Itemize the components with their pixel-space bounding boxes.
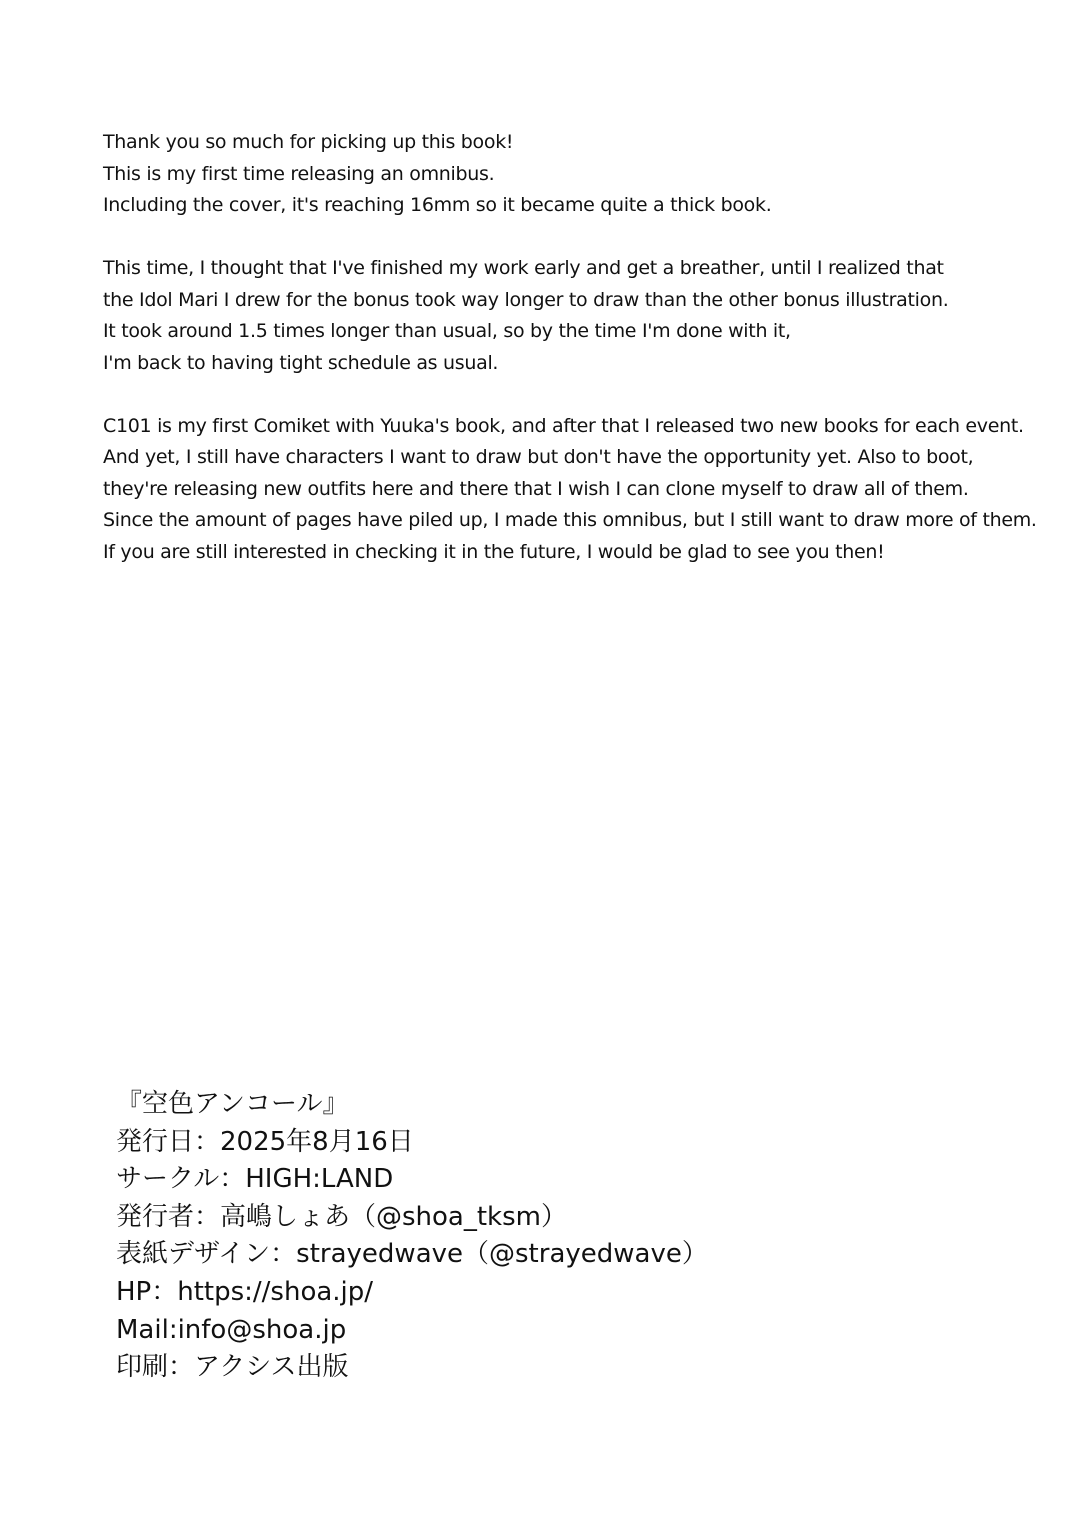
afterword-line: If you are still interested in checking it in the future, I would be glad to see you then!: [103, 540, 885, 563]
afterword-paragraph-1: [103, 127, 1003, 222]
afterword-line: Thank you so much for picking up this book!: [103, 131, 514, 153]
afterword-line: It took around 1.5 times longer than usual, so by the time I'm done with it,: [103, 320, 791, 342]
colophon-mail: Mail:info@shoa.jp: [116, 1314, 347, 1345]
afterword-line: I'm back to having tight schedule as usual.: [103, 351, 499, 374]
colophon-cover-design: 表紙デザイン：strayedwave（@strayedwave）: [116, 1239, 708, 1270]
afterword-line: This is my first time releasing an omnibus.: [103, 162, 495, 185]
colophon-homepage: HP：https://shoa.jp/: [116, 1276, 374, 1307]
afterword-line: And yet, I still have characters I want to draw but don't have the opportunity yet. Also to boot,: [103, 446, 974, 468]
afterword-paragraph-3: [103, 411, 1037, 569]
afterword-line: Since the amount of pages have piled up, I made this omnibus, but I still want to draw more of them.: [103, 509, 1037, 531]
afterword-line: Including the cover, it's reaching 16mm so it became quite a thick book.: [103, 194, 772, 216]
colophon-publish-date: 発行日：2025年8月16日: [116, 1126, 414, 1157]
afterword-line: they're releasing new outfits here and there that I wish I can clone myself to draw all of them.: [103, 477, 969, 500]
afterword: [103, 127, 1037, 568]
colophon: [116, 1086, 916, 1387]
afterword-line: C101 is my first Comiket with Yuuka's book, and after that I released two new books for each event.: [103, 414, 1024, 437]
colophon-printer: 印刷：アクシス出版: [116, 1352, 349, 1383]
afterword-line: This time, I thought that I've finished my work early and get a breather, until I realized that: [103, 257, 944, 279]
afterword-line: the Idol Mari I drew for the bonus took way longer to draw than the other bonus illustration.: [103, 288, 949, 311]
afterword-paragraph-2: [103, 253, 1003, 379]
colophon-publisher: 発行者：高嶋しょあ（@shoa_tksm）: [116, 1201, 567, 1232]
colophon-title: 『空色アンコール』: [116, 1089, 349, 1119]
colophon-circle: サークル：HIGH:LAND: [116, 1164, 394, 1195]
